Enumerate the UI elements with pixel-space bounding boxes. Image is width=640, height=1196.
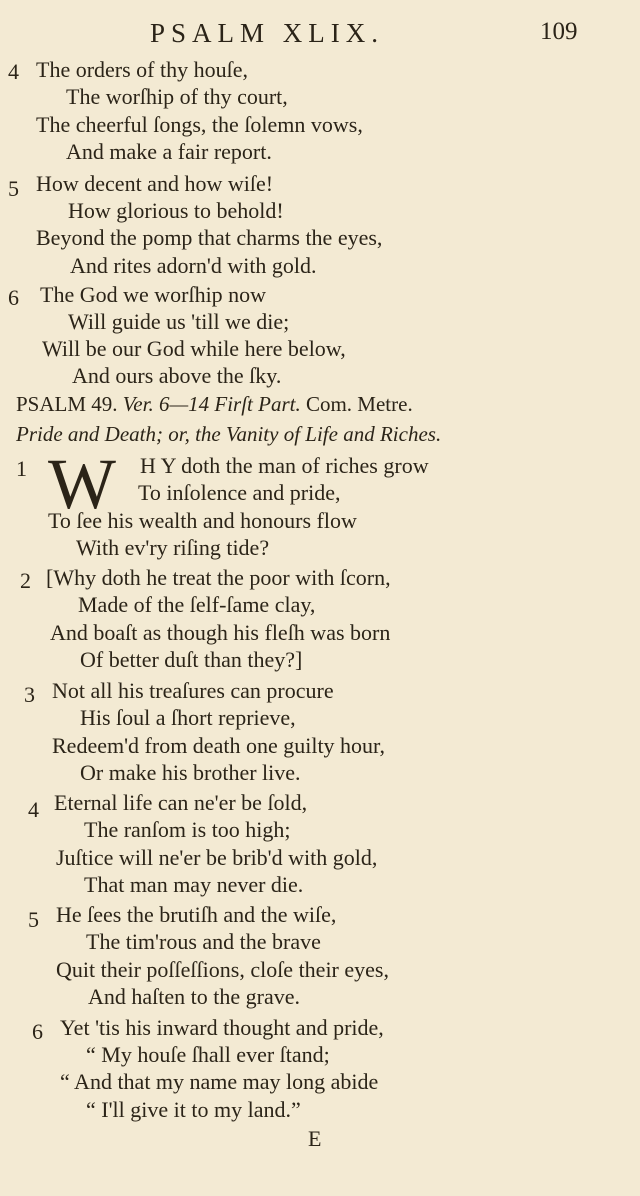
verse-line: Made of the ſelf-ſame clay, bbox=[78, 592, 316, 617]
verse-line: Not all his treaſures can procure bbox=[52, 678, 334, 703]
psalm-heading bbox=[16, 392, 413, 417]
verse-line: How decent and how wiſe! bbox=[36, 171, 274, 196]
verse-line: And haſten to the grave. bbox=[88, 984, 300, 1009]
verse-line: The cheerful ſongs, the ſolemn vows, bbox=[36, 112, 363, 137]
drop-cap: W bbox=[48, 444, 116, 524]
running-header bbox=[0, 16, 640, 52]
verse-line: Will be our God while here below, bbox=[42, 336, 346, 361]
verse-number: 2 bbox=[20, 568, 31, 593]
verse-line: “ My houſe ſhall ever ſtand; bbox=[86, 1042, 330, 1067]
page-number: 109 bbox=[540, 18, 578, 45]
verse-number: 5 bbox=[8, 176, 19, 201]
verse-number: 4 bbox=[28, 797, 39, 822]
verse-line: That man may never die. bbox=[84, 872, 304, 897]
verse-range: Ver. 6—14 bbox=[122, 392, 210, 416]
verse-line: And make a fair report. bbox=[66, 139, 272, 164]
verse-line: [Why doth he treat the poor with ſcorn, bbox=[46, 565, 391, 590]
verse-line: The worſhip of thy court, bbox=[66, 84, 288, 109]
verse-number: 6 bbox=[8, 285, 19, 310]
verse-line: To inſolence and pride, bbox=[138, 480, 341, 505]
verse-line: How glorious to behold! bbox=[68, 198, 284, 223]
verse-number: 3 bbox=[24, 682, 35, 707]
page-title: PSALM XLIX. bbox=[150, 18, 385, 48]
verse-line: With ev'ry riſing tide? bbox=[76, 535, 270, 560]
verse-line: And ours above the ſky. bbox=[72, 363, 282, 388]
verse-number: 5 bbox=[28, 907, 39, 932]
verse-line: And boaſt as though his fleſh was born bbox=[50, 620, 391, 645]
verse-number: 6 bbox=[32, 1019, 43, 1044]
verse-line: Juſtice will ne'er be brib'd with gold, bbox=[56, 845, 378, 870]
catchword: E bbox=[308, 1126, 322, 1151]
verse-line: Beyond the pomp that charms the eyes, bbox=[36, 225, 383, 250]
verse-line: The God we worſhip now bbox=[40, 282, 267, 307]
verse-line: Eternal life can ne'er be ſold, bbox=[54, 790, 308, 815]
psalm-number: PSALM 49. bbox=[16, 392, 118, 416]
verse-line: His ſoul a ſhort reprieve, bbox=[80, 705, 296, 730]
verse-line: Yet 'tis his inward thought and pride, bbox=[60, 1015, 384, 1040]
verse-line: Will guide us 'till we die; bbox=[68, 309, 290, 334]
verse-line: Or make his brother live. bbox=[80, 760, 301, 785]
verse-line: To ſee his wealth and honours flow bbox=[48, 508, 357, 533]
verse-number: 4 bbox=[8, 59, 19, 84]
verse-line: The orders of thy houſe, bbox=[36, 57, 248, 82]
verse-line: Quit their poſſeſſions, cloſe their eyes, bbox=[56, 957, 389, 982]
verse-line: He ſees the brutiſh and the wiſe, bbox=[56, 902, 337, 927]
verse-line: “ And that my name may long abide bbox=[60, 1069, 379, 1094]
verse-line: H Y doth the man of riches grow bbox=[140, 453, 429, 478]
part-label: Firſt Part. bbox=[214, 392, 301, 416]
metre-label: Com. Metre. bbox=[305, 392, 413, 416]
verse-line: Of better duſt than they?] bbox=[80, 647, 303, 672]
verse-line: And rites adorn'd with gold. bbox=[70, 253, 317, 278]
verse-line: The ranſom is too high; bbox=[84, 817, 291, 842]
verse-number: 1 bbox=[16, 456, 27, 481]
verse-line: Redeem'd from death one guilty hour, bbox=[52, 733, 385, 758]
verse-line: The tim'rous and the brave bbox=[86, 929, 321, 954]
verse-line: “ I'll give it to my land.” bbox=[86, 1097, 301, 1122]
psalm-subtitle: Pride and Death; or, the Vanity of Life and Riches. bbox=[16, 422, 442, 446]
